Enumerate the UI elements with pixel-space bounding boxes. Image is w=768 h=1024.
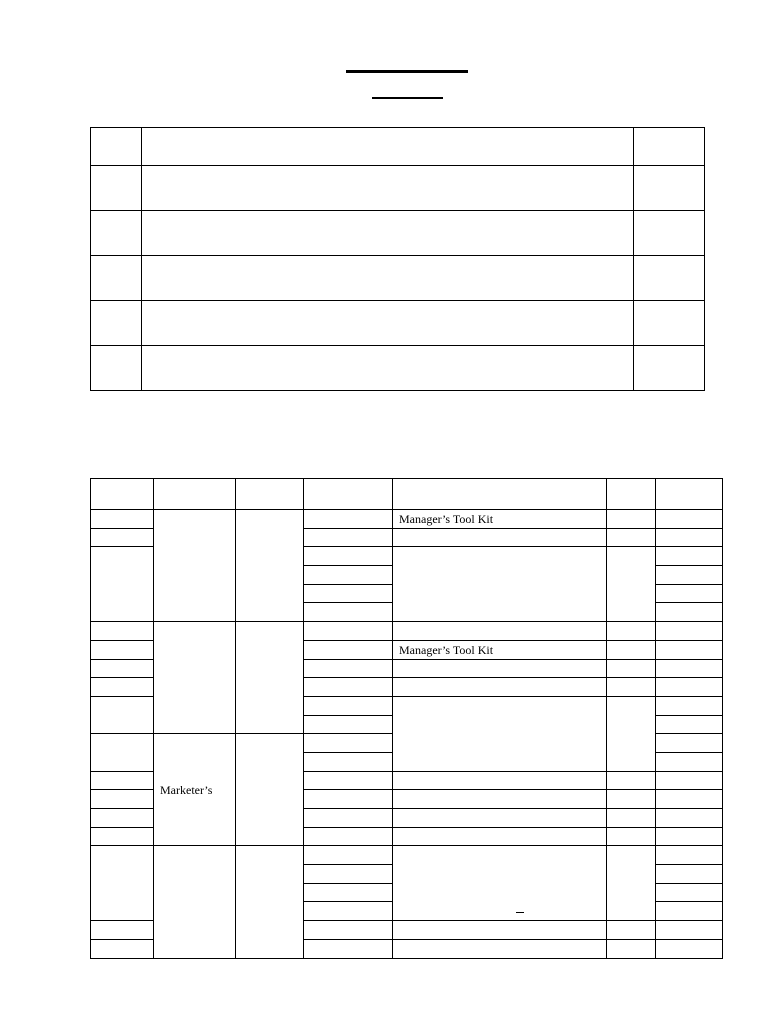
table-cell xyxy=(304,771,393,790)
table-cell xyxy=(607,921,656,940)
table-cell xyxy=(656,809,723,828)
table-row xyxy=(91,346,705,391)
table-cell xyxy=(304,865,393,884)
table-cell xyxy=(607,939,656,958)
table-cell xyxy=(656,921,723,940)
table-cell xyxy=(304,603,393,622)
table-cell xyxy=(393,696,607,771)
table-cell xyxy=(91,211,142,256)
table-cell xyxy=(142,256,634,301)
table-cell xyxy=(607,678,656,697)
table-cell xyxy=(656,883,723,902)
table-cell xyxy=(91,128,142,166)
table-cell xyxy=(91,346,142,391)
table-cell xyxy=(656,528,723,547)
table-row xyxy=(91,301,705,346)
table-cell xyxy=(607,809,656,828)
table-cell xyxy=(91,921,154,940)
table-cell xyxy=(634,346,705,391)
table-cell xyxy=(304,883,393,902)
table-cell xyxy=(393,846,607,921)
table-cell xyxy=(607,640,656,659)
table-cell xyxy=(304,566,393,585)
table-row xyxy=(91,166,705,211)
table-cell xyxy=(236,479,304,510)
table-cell xyxy=(142,128,634,166)
table-cell xyxy=(656,734,723,753)
table-cell xyxy=(656,827,723,846)
table-cell xyxy=(607,622,656,641)
table-cell xyxy=(393,809,607,828)
schedule-table xyxy=(90,478,723,959)
table-cell xyxy=(634,256,705,301)
table-cell xyxy=(304,640,393,659)
table-cell xyxy=(656,640,723,659)
table-cell xyxy=(393,659,607,678)
table-cell xyxy=(91,790,154,809)
table-cell xyxy=(393,547,607,622)
table-cell xyxy=(656,678,723,697)
table-cell xyxy=(91,640,154,659)
table-cell xyxy=(91,771,154,790)
table-cell xyxy=(656,479,723,510)
table-cell xyxy=(607,790,656,809)
table-cell xyxy=(393,790,607,809)
table-cell xyxy=(91,696,154,733)
table-cell xyxy=(154,622,236,734)
table-cell xyxy=(91,734,154,771)
table-header-row xyxy=(91,479,723,510)
table-cell xyxy=(304,715,393,734)
table-cell xyxy=(393,678,607,697)
table-cell xyxy=(656,603,723,622)
table-cell xyxy=(142,166,634,211)
summary-table xyxy=(90,127,705,391)
table-cell xyxy=(304,479,393,510)
table-cell xyxy=(154,734,236,846)
table-cell xyxy=(142,211,634,256)
table-cell xyxy=(236,734,304,846)
table-header-row xyxy=(91,128,705,166)
table-cell xyxy=(304,846,393,865)
table-cell xyxy=(656,771,723,790)
table-cell xyxy=(304,510,393,529)
table-cell xyxy=(393,921,607,940)
table-cell xyxy=(91,678,154,697)
table-cell xyxy=(91,166,142,211)
table-cell xyxy=(304,752,393,771)
table-cell xyxy=(304,921,393,940)
table-cell xyxy=(656,752,723,771)
table-cell xyxy=(393,622,607,641)
table-cell xyxy=(634,166,705,211)
table-cell xyxy=(304,622,393,641)
table-cell xyxy=(393,528,607,547)
dash-mark xyxy=(516,912,524,913)
table-cell xyxy=(656,622,723,641)
table-cell xyxy=(304,547,393,566)
table-cell xyxy=(607,827,656,846)
table-cell xyxy=(634,128,705,166)
cell-text: Manager’s Tool Kit xyxy=(399,642,494,657)
table-cell xyxy=(607,696,656,771)
table-row xyxy=(91,256,705,301)
table-row xyxy=(91,846,723,865)
table-cell xyxy=(304,809,393,828)
table-cell xyxy=(304,584,393,603)
table-cell xyxy=(393,771,607,790)
table-cell xyxy=(304,790,393,809)
table-cell xyxy=(393,510,607,529)
table-cell xyxy=(634,211,705,256)
table-cell xyxy=(656,566,723,585)
table-row xyxy=(91,211,705,256)
table-cell xyxy=(91,939,154,958)
table-cell xyxy=(607,659,656,678)
table-cell xyxy=(656,902,723,921)
subtitle-underline xyxy=(372,97,443,99)
table-cell xyxy=(656,696,723,715)
table-cell xyxy=(607,846,656,921)
cell-text: Manager’s Tool Kit xyxy=(399,511,494,526)
table-cell xyxy=(304,827,393,846)
table-cell xyxy=(91,256,142,301)
table-cell xyxy=(154,479,236,510)
table-row xyxy=(91,622,723,641)
table-cell xyxy=(91,301,142,346)
table-cell xyxy=(304,939,393,958)
cell-text: Marketer’s xyxy=(160,782,213,797)
table-cell xyxy=(656,547,723,566)
table-row xyxy=(91,510,723,529)
table-cell xyxy=(304,902,393,921)
table-cell xyxy=(91,622,154,641)
table-cell xyxy=(634,301,705,346)
table-cell xyxy=(91,528,154,547)
table-cell xyxy=(91,547,154,622)
table-cell xyxy=(236,846,304,958)
table-cell xyxy=(154,846,236,958)
table-cell xyxy=(393,939,607,958)
table-cell xyxy=(142,346,634,391)
table-cell xyxy=(304,659,393,678)
table-cell xyxy=(656,510,723,529)
table-cell xyxy=(91,659,154,678)
table-cell xyxy=(656,865,723,884)
table-cell xyxy=(656,790,723,809)
table-cell xyxy=(393,479,607,510)
table-cell xyxy=(393,827,607,846)
table-cell xyxy=(656,659,723,678)
table-cell xyxy=(656,939,723,958)
table-cell xyxy=(91,809,154,828)
table-cell xyxy=(607,528,656,547)
table-cell xyxy=(607,771,656,790)
table-cell xyxy=(91,510,154,529)
table-cell xyxy=(656,584,723,603)
table-cell xyxy=(393,640,607,659)
title-underline xyxy=(346,70,468,73)
table-cell xyxy=(304,734,393,753)
table-cell xyxy=(154,510,236,622)
table-cell xyxy=(91,846,154,921)
table-cell xyxy=(656,715,723,734)
table-cell xyxy=(91,827,154,846)
table-cell xyxy=(607,547,656,622)
table-cell xyxy=(91,479,154,510)
table-cell xyxy=(236,622,304,734)
table-cell xyxy=(142,301,634,346)
table-cell xyxy=(607,510,656,529)
table-cell xyxy=(656,846,723,865)
table-cell xyxy=(236,510,304,622)
table-cell xyxy=(607,479,656,510)
table-cell xyxy=(304,696,393,715)
table-cell xyxy=(304,678,393,697)
table-cell xyxy=(304,528,393,547)
